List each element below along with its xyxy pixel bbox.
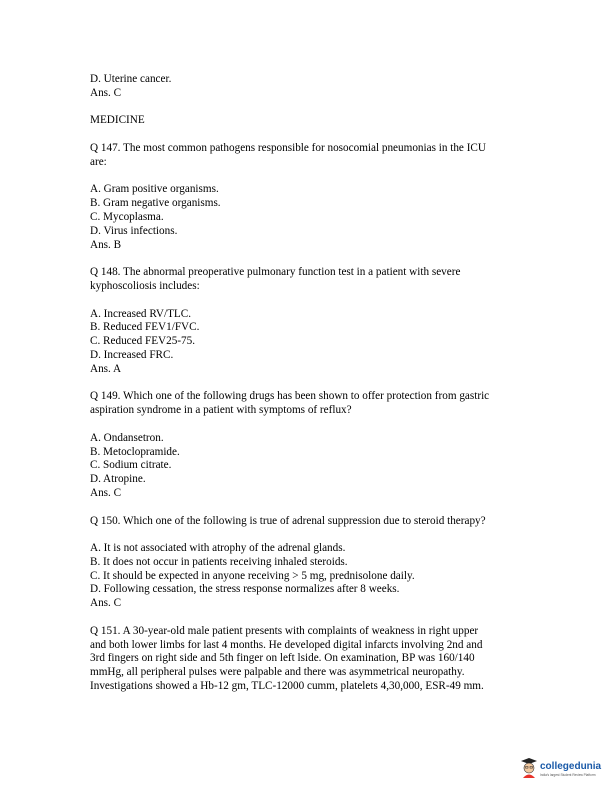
logo-name: collegedunia — [540, 761, 602, 772]
option-d: D. Increased FRC. — [90, 348, 174, 361]
question-text: are: — [90, 155, 107, 168]
question-text: kyphoscoliosis includes: — [90, 279, 200, 292]
question-148 — [90, 266, 530, 376]
answer: Ans. C — [90, 597, 122, 610]
question-text: Q 148. The abnormal preoperative pulmonary function test in a patient with severe — [90, 266, 461, 279]
option-d: D. Atropine. — [90, 473, 146, 486]
option-c: C. Sodium citrate. — [90, 459, 172, 472]
student-mascot-icon — [520, 757, 538, 779]
option-d: D. Virus infections. — [90, 224, 178, 237]
question-text: Investigations showed a Hb-12 gm, TLC-12000 cumm, platelets 4,30,000, ESR-49 mm. — [90, 680, 484, 693]
option-b: B. Metoclopramide. — [90, 445, 180, 458]
option-c: C. Mycoplasma. — [90, 210, 164, 223]
option-d: D. Following cessation, the stress response normalizes after 8 weeks. — [90, 583, 400, 596]
question-150 — [90, 515, 530, 612]
collegedunia-logo — [520, 757, 604, 783]
document-page — [90, 73, 530, 694]
option-a: A. Ondansetron. — [90, 431, 164, 444]
option-b: B. Reduced FEV1/FVC. — [90, 321, 200, 334]
question-text: mmHg, all peripheral pulses were palpable and there was asymmetrical neuropathy. — [90, 666, 465, 679]
question-147 — [90, 142, 530, 252]
option-b: B. Gram negative organisms. — [90, 197, 221, 210]
logo-tagline: India's largest Student Review Platform — [540, 773, 596, 777]
prev-option-d: D. Uterine cancer. — [90, 73, 172, 85]
prev-answer: Ans. C — [90, 86, 122, 99]
option-a: A. Increased RV/TLC. — [90, 307, 192, 320]
question-text: aspiration syndrome in a patient with symptoms of reflux? — [90, 404, 352, 417]
section-title: MEDICINE — [90, 114, 145, 127]
question-text: Q 151. A 30-year-old male patient presents with complaints of weakness in right upper — [90, 624, 479, 637]
option-a: A. Gram positive organisms. — [90, 183, 219, 196]
question-151 — [90, 625, 530, 694]
option-c: C. It should be expected in anyone receiving > 5 mg, prednisolone daily. — [90, 569, 415, 582]
question-text: Q 147. The most common pathogens responsible for nosocomial pneumonias in the ICU — [90, 141, 486, 154]
option-c: C. Reduced FEV25-75. — [90, 335, 196, 348]
answer: Ans. B — [90, 238, 122, 251]
answer: Ans. C — [90, 486, 122, 499]
option-b: B. It does not occur in patients receiving inhaled steroids. — [90, 555, 348, 568]
question-text: Q 149. Which one of the following drugs has been shown to offer protection from gastric — [90, 390, 490, 403]
answer: Ans. A — [90, 362, 122, 375]
question-text: 3rd fingers on right side and 5th finger on left lside. On examination, BP was 160/140 — [90, 652, 475, 665]
question-text: and both lower limbs for last 4 months. He developed digital infarcts involving 2nd and — [90, 638, 483, 651]
question-text: Q 150. Which one of the following is true of adrenal suppression due to steroid therapy? — [90, 514, 486, 527]
question-149 — [90, 390, 530, 500]
option-a: A. It is not associated with atrophy of the adrenal glands. — [90, 542, 346, 555]
